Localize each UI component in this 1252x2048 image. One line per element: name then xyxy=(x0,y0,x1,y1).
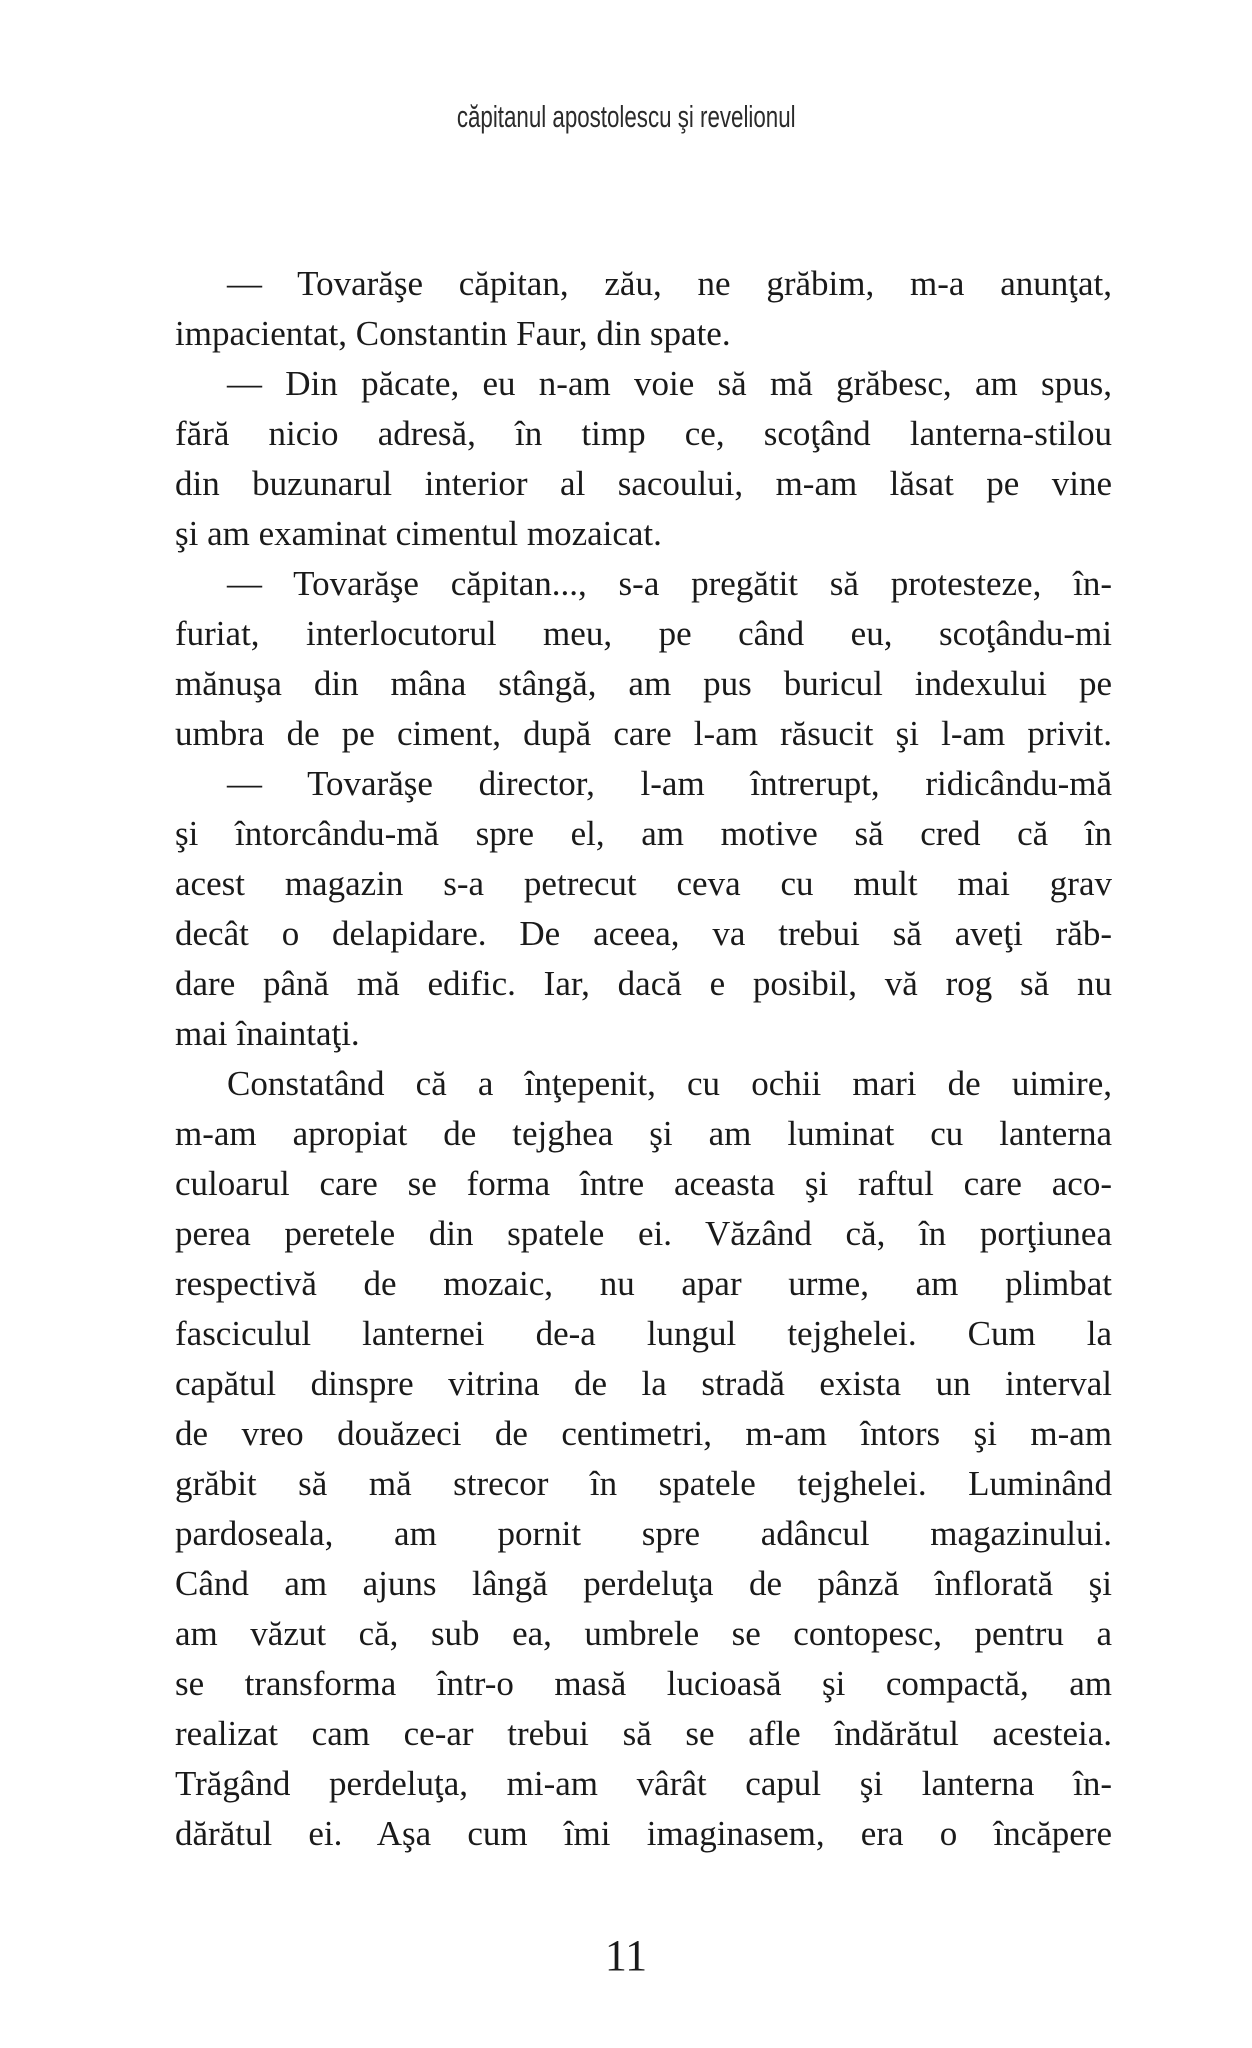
text-line: Când am ajuns lângă perdeluţa de pânză înflorată şi xyxy=(175,1564,1112,1603)
text-line: capătul dinspre vitrina de la stradă exista un interval xyxy=(175,1364,1112,1403)
text-line: — Din păcate, eu n-am voie să mă grăbesc, am spus, xyxy=(227,364,1112,403)
text-line: fără nicio adresă, în timp ce, scoţând lanterna-stilou xyxy=(175,414,1112,453)
running-header-title: căpitanul apostolescu şi revelionul xyxy=(456,99,796,134)
text-line: realizat cam ce-ar trebui să se afle îndărătul acesteia. xyxy=(175,1714,1112,1753)
text-line: furiat, interlocutorul meu, pe când eu, scoţându-mi xyxy=(175,614,1112,653)
text-line: perea peretele din spatele ei. Văzând că, în porţiunea xyxy=(175,1214,1112,1253)
text-line: umbra de pe ciment, după care l-am răsucit şi l-am privit. xyxy=(175,714,1112,753)
text-line: dare până mă edific. Iar, dacă e posibil, vă rog să nu xyxy=(175,964,1112,1003)
text-line: mănuşa din mâna stângă, am pus buricul indexului pe xyxy=(175,664,1112,703)
page-number: 11 xyxy=(604,1931,648,1980)
text-line: culoarul care se forma între aceasta şi raftul care aco- xyxy=(175,1164,1112,1203)
text-line: din buzunarul interior al sacoului, m-am lăsat pe vine xyxy=(175,464,1112,503)
text-line: pardoseala, am pornit spre adâncul magazinului. xyxy=(175,1514,1112,1553)
text-line: — Tovarăşe căpitan..., s-a pregătit să protesteze, în- xyxy=(227,564,1112,603)
text-line: de vreo douăzeci de centimetri, m-am întors şi m-am xyxy=(175,1414,1112,1453)
text-line: respectivă de mozaic, nu apar urme, am plimbat xyxy=(175,1264,1112,1303)
paragraph xyxy=(175,559,1112,759)
text-line: şi întorcându-mă spre el, am motive să cred că în xyxy=(175,814,1112,853)
paragraph xyxy=(175,359,1112,559)
body-text xyxy=(175,259,1112,1859)
text-line: am văzut că, sub ea, umbrele se contopesc, pentru a xyxy=(175,1614,1112,1653)
paragraph xyxy=(175,259,1112,359)
text-line: Trăgând perdeluţa, mi-am vârât capul şi lanterna în- xyxy=(175,1764,1112,1803)
text-line: dărătul ei. Aşa cum îmi imaginasem, era o încăpere xyxy=(175,1814,1112,1853)
text-line: fasciculul lanternei de-a lungul tejghelei. Cum la xyxy=(175,1314,1112,1353)
running-header xyxy=(0,99,1252,135)
text-line: impacientat, Constantin Faur, din spate. xyxy=(175,314,731,353)
text-line: se transforma într-o masă lucioasă şi compactă, am xyxy=(175,1664,1112,1703)
paragraph xyxy=(175,1059,1112,1859)
text-line: Constatând că a înţepenit, cu ochii mari de uimire, xyxy=(227,1064,1112,1103)
text-line: m-am apropiat de tejghea şi am luminat cu lanterna xyxy=(175,1114,1112,1153)
text-line: decât o delapidare. De aceea, va trebui să aveţi răb- xyxy=(175,914,1112,953)
text-line: grăbit să mă strecor în spatele tejghelei. Luminând xyxy=(175,1464,1112,1503)
text-line: acest magazin s-a petrecut ceva cu mult mai grav xyxy=(175,864,1112,903)
text-line: — Tovarăşe director, l-am întrerupt, ridicându-mă xyxy=(227,764,1112,803)
paragraph xyxy=(175,759,1112,1059)
text-line: mai înaintaţi. xyxy=(175,1014,360,1053)
text-line: — Tovarăşe căpitan, zău, ne grăbim, m-a anunţat, xyxy=(227,264,1112,303)
text-line: şi am examinat cimentul mozaicat. xyxy=(175,514,662,553)
